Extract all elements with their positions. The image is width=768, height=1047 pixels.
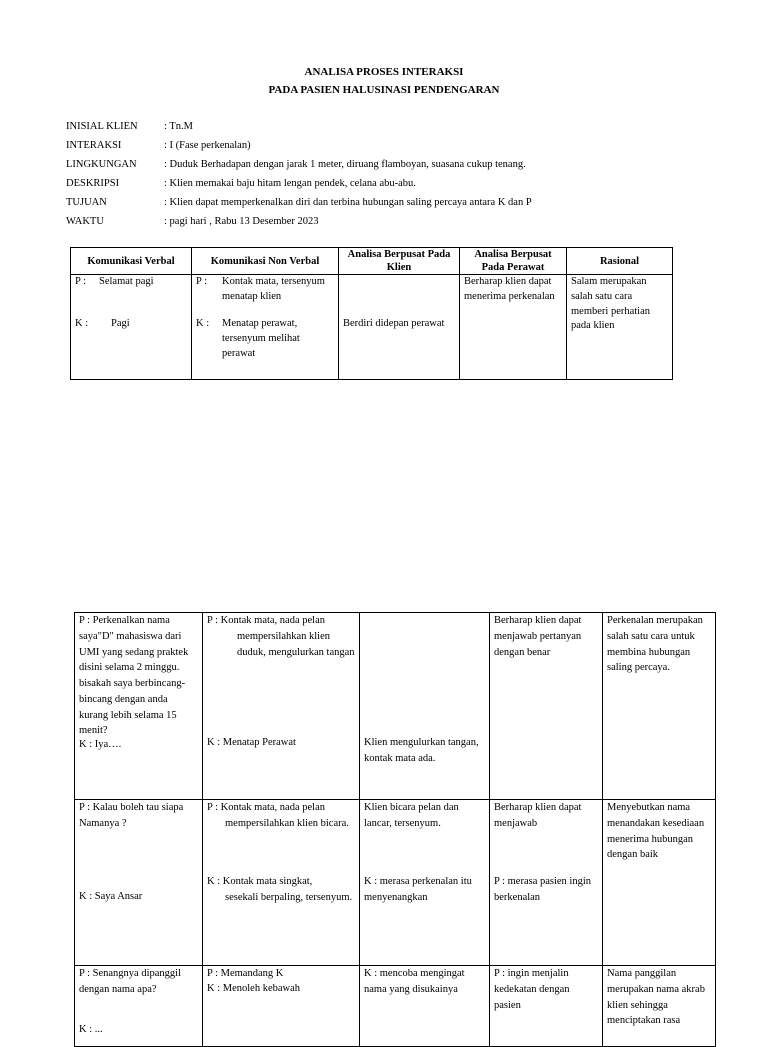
client-info <box>66 120 532 234</box>
info-row <box>66 139 532 158</box>
table-row <box>75 800 716 966</box>
verbal-perawat: P : Perkenalkan nama saya"D" mahasiswa dari UMI yang sedang praktek disini selama 2 minggu. bisakah saya berbincang-bincang dengan anda kurang lebih selama 15 menit? <box>79 615 189 737</box>
analisa-perawat-text: Berharap klien dapat menjawab pertanyan dengan benar <box>494 615 582 658</box>
speaker-label: P : <box>75 276 86 288</box>
rasional-text: Salam merupakan salah satu cara memberi perhatian pada klien <box>571 276 651 332</box>
nonverbal-perawat: Kontak mata, tersenyum <box>222 276 325 288</box>
cell-verbal <box>71 275 192 380</box>
info-label: INTERAKSI <box>66 140 122 151</box>
table-row <box>71 275 673 380</box>
cell-analisa-perawat <box>490 966 603 1047</box>
verbal-klien: K : ... <box>79 1024 103 1035</box>
analisa-perawat-text: Berharap klien dapat menerima perkenalan <box>464 276 555 302</box>
cell-nonverbal <box>203 800 360 966</box>
cell-verbal <box>75 966 203 1047</box>
speaker-label: K : <box>196 318 210 330</box>
analisa-perawat-text: P : ingin menjalin kedekatan dengan pasien <box>494 968 570 1011</box>
header-komunikasi-verbal: Komunikasi Verbal <box>71 248 192 275</box>
verbal-perawat: Selamat pagi <box>99 276 154 288</box>
verbal-perawat: P : Senangnya dipanggil dengan nama apa? <box>79 968 181 995</box>
cell-rasional <box>567 275 673 380</box>
cell-rasional <box>603 800 716 966</box>
cell-rasional <box>603 613 716 800</box>
cell-analisa-klien <box>339 275 460 380</box>
info-label: DESKRIPSI <box>66 178 120 189</box>
nonverbal-klien: K : Menoleh kebawah <box>207 983 301 994</box>
cell-verbal <box>75 800 203 966</box>
info-value: : Klien dapat memperkenalkan diri dan terbina hubungan saling percaya antara K dan P <box>164 197 532 208</box>
interaction-table-continued <box>74 612 716 1047</box>
header-rasional: Rasional <box>567 248 673 275</box>
info-row <box>66 215 532 234</box>
cell-analisa-perawat <box>460 275 567 380</box>
rasional-text: Nama panggilan merupakan nama akrab klien sehingga menciptakan rasa <box>607 968 705 1027</box>
nonverbal-klien: Menatap perawat, <box>222 318 298 330</box>
cell-analisa-perawat <box>490 613 603 800</box>
table-header-row <box>71 248 673 275</box>
info-value: : Klien memakai baju hitam lengan pendek, celana abu-abu. <box>164 178 416 189</box>
cell-nonverbal <box>203 966 360 1047</box>
info-value: : pagi hari , Rabu 13 Desember 2023 <box>164 216 319 227</box>
info-label: INISIAL KLIEN <box>66 121 138 132</box>
nonverbal-perawat: mempersilahkan klien duduk, mengulurkan tangan <box>237 630 355 658</box>
analisa-perawat-text: P : merasa pasien ingin berkenalan <box>494 876 592 903</box>
table-row <box>75 966 716 1047</box>
rasional-text: Menyebutkan nama menandakan kesediaan menerima hubungan dengan baik <box>607 802 705 861</box>
nonverbal-perawat: P : Kontak mata, nada pelan <box>207 615 325 626</box>
info-label: WAKTU <box>66 216 104 227</box>
interaction-table-header <box>70 247 673 380</box>
nonverbal-klien: K : Menatap Perawat <box>207 737 296 748</box>
cell-nonverbal <box>203 613 360 800</box>
analisa-klien-text: Berdiri didepan perawat <box>343 318 445 330</box>
info-value: : Duduk Berhadapan dengan jarak 1 meter, diruang flamboyan, suasana cukup tenang. <box>164 159 526 170</box>
header-analisa-klien: Analisa Berpusat Pada Klien <box>339 248 460 275</box>
nonverbal-klien: tersenyum melihat <box>222 332 300 344</box>
info-row <box>66 158 532 177</box>
verbal-perawat: P : Kalau boleh tau siapa Namanya ? <box>79 802 184 829</box>
nonverbal-klien: K : Kontak mata singkat, <box>207 876 313 887</box>
verbal-klien: Pagi <box>111 318 130 330</box>
nonverbal-klien: perawat <box>222 347 256 359</box>
table-row <box>75 613 716 800</box>
document-subtitle: PADA PASIEN HALUSINASI PENDENGARAN <box>268 84 500 96</box>
verbal-klien: K : Iya…. <box>79 739 122 750</box>
cell-rasional <box>603 966 716 1047</box>
cell-analisa-klien <box>360 966 490 1047</box>
nonverbal-perawat: mempersilahkan klien bicara. <box>225 817 349 829</box>
nonverbal-perawat: P : Kontak mata, nada pelan <box>207 802 325 813</box>
document-title: ANALISA PROSES INTERAKSI <box>304 66 464 78</box>
verbal-klien: K : Saya Ansar <box>79 891 143 902</box>
cell-analisa-perawat <box>490 800 603 966</box>
info-row <box>66 177 532 196</box>
speaker-label: K : <box>75 318 89 330</box>
cell-verbal <box>75 613 203 800</box>
rasional-text: Perkenalan merupakan salah satu cara untuk membina hubungan saling percaya. <box>607 615 703 674</box>
info-value: : Tn.M <box>164 121 193 132</box>
info-label: LINGKUNGAN <box>66 159 137 170</box>
analisa-klien-text: K : merasa perkenalan itu menyenangkan <box>364 876 472 903</box>
analisa-klien-text: K : mencoba mengingat nama yang disukainya <box>364 968 465 995</box>
nonverbal-perawat: menatap klien <box>222 290 282 302</box>
header-komunikasi-non-verbal: Komunikasi Non Verbal <box>192 248 339 275</box>
nonverbal-klien: sesekali berpaling, tersenyum. <box>225 891 353 903</box>
cell-analisa-klien <box>360 613 490 800</box>
info-row <box>66 120 532 139</box>
info-value: : I (Fase perkenalan) <box>164 140 251 151</box>
cell-analisa-klien <box>360 800 490 966</box>
info-label: TUJUAN <box>66 197 107 208</box>
analisa-klien-text: Klien mengulurkan tangan, kontak mata ada. <box>364 737 479 764</box>
nonverbal-perawat: P : Memandang K <box>207 968 284 979</box>
header-analisa-perawat: Analisa Berpusat Pada Perawat <box>460 248 567 275</box>
speaker-label: P : <box>196 276 207 288</box>
cell-nonverbal <box>192 275 339 380</box>
analisa-klien-text: Klien bicara pelan dan lancar, tersenyum. <box>364 802 459 829</box>
info-row <box>66 196 532 215</box>
analisa-perawat-text: Berharap klien dapat menjawab <box>494 802 582 829</box>
